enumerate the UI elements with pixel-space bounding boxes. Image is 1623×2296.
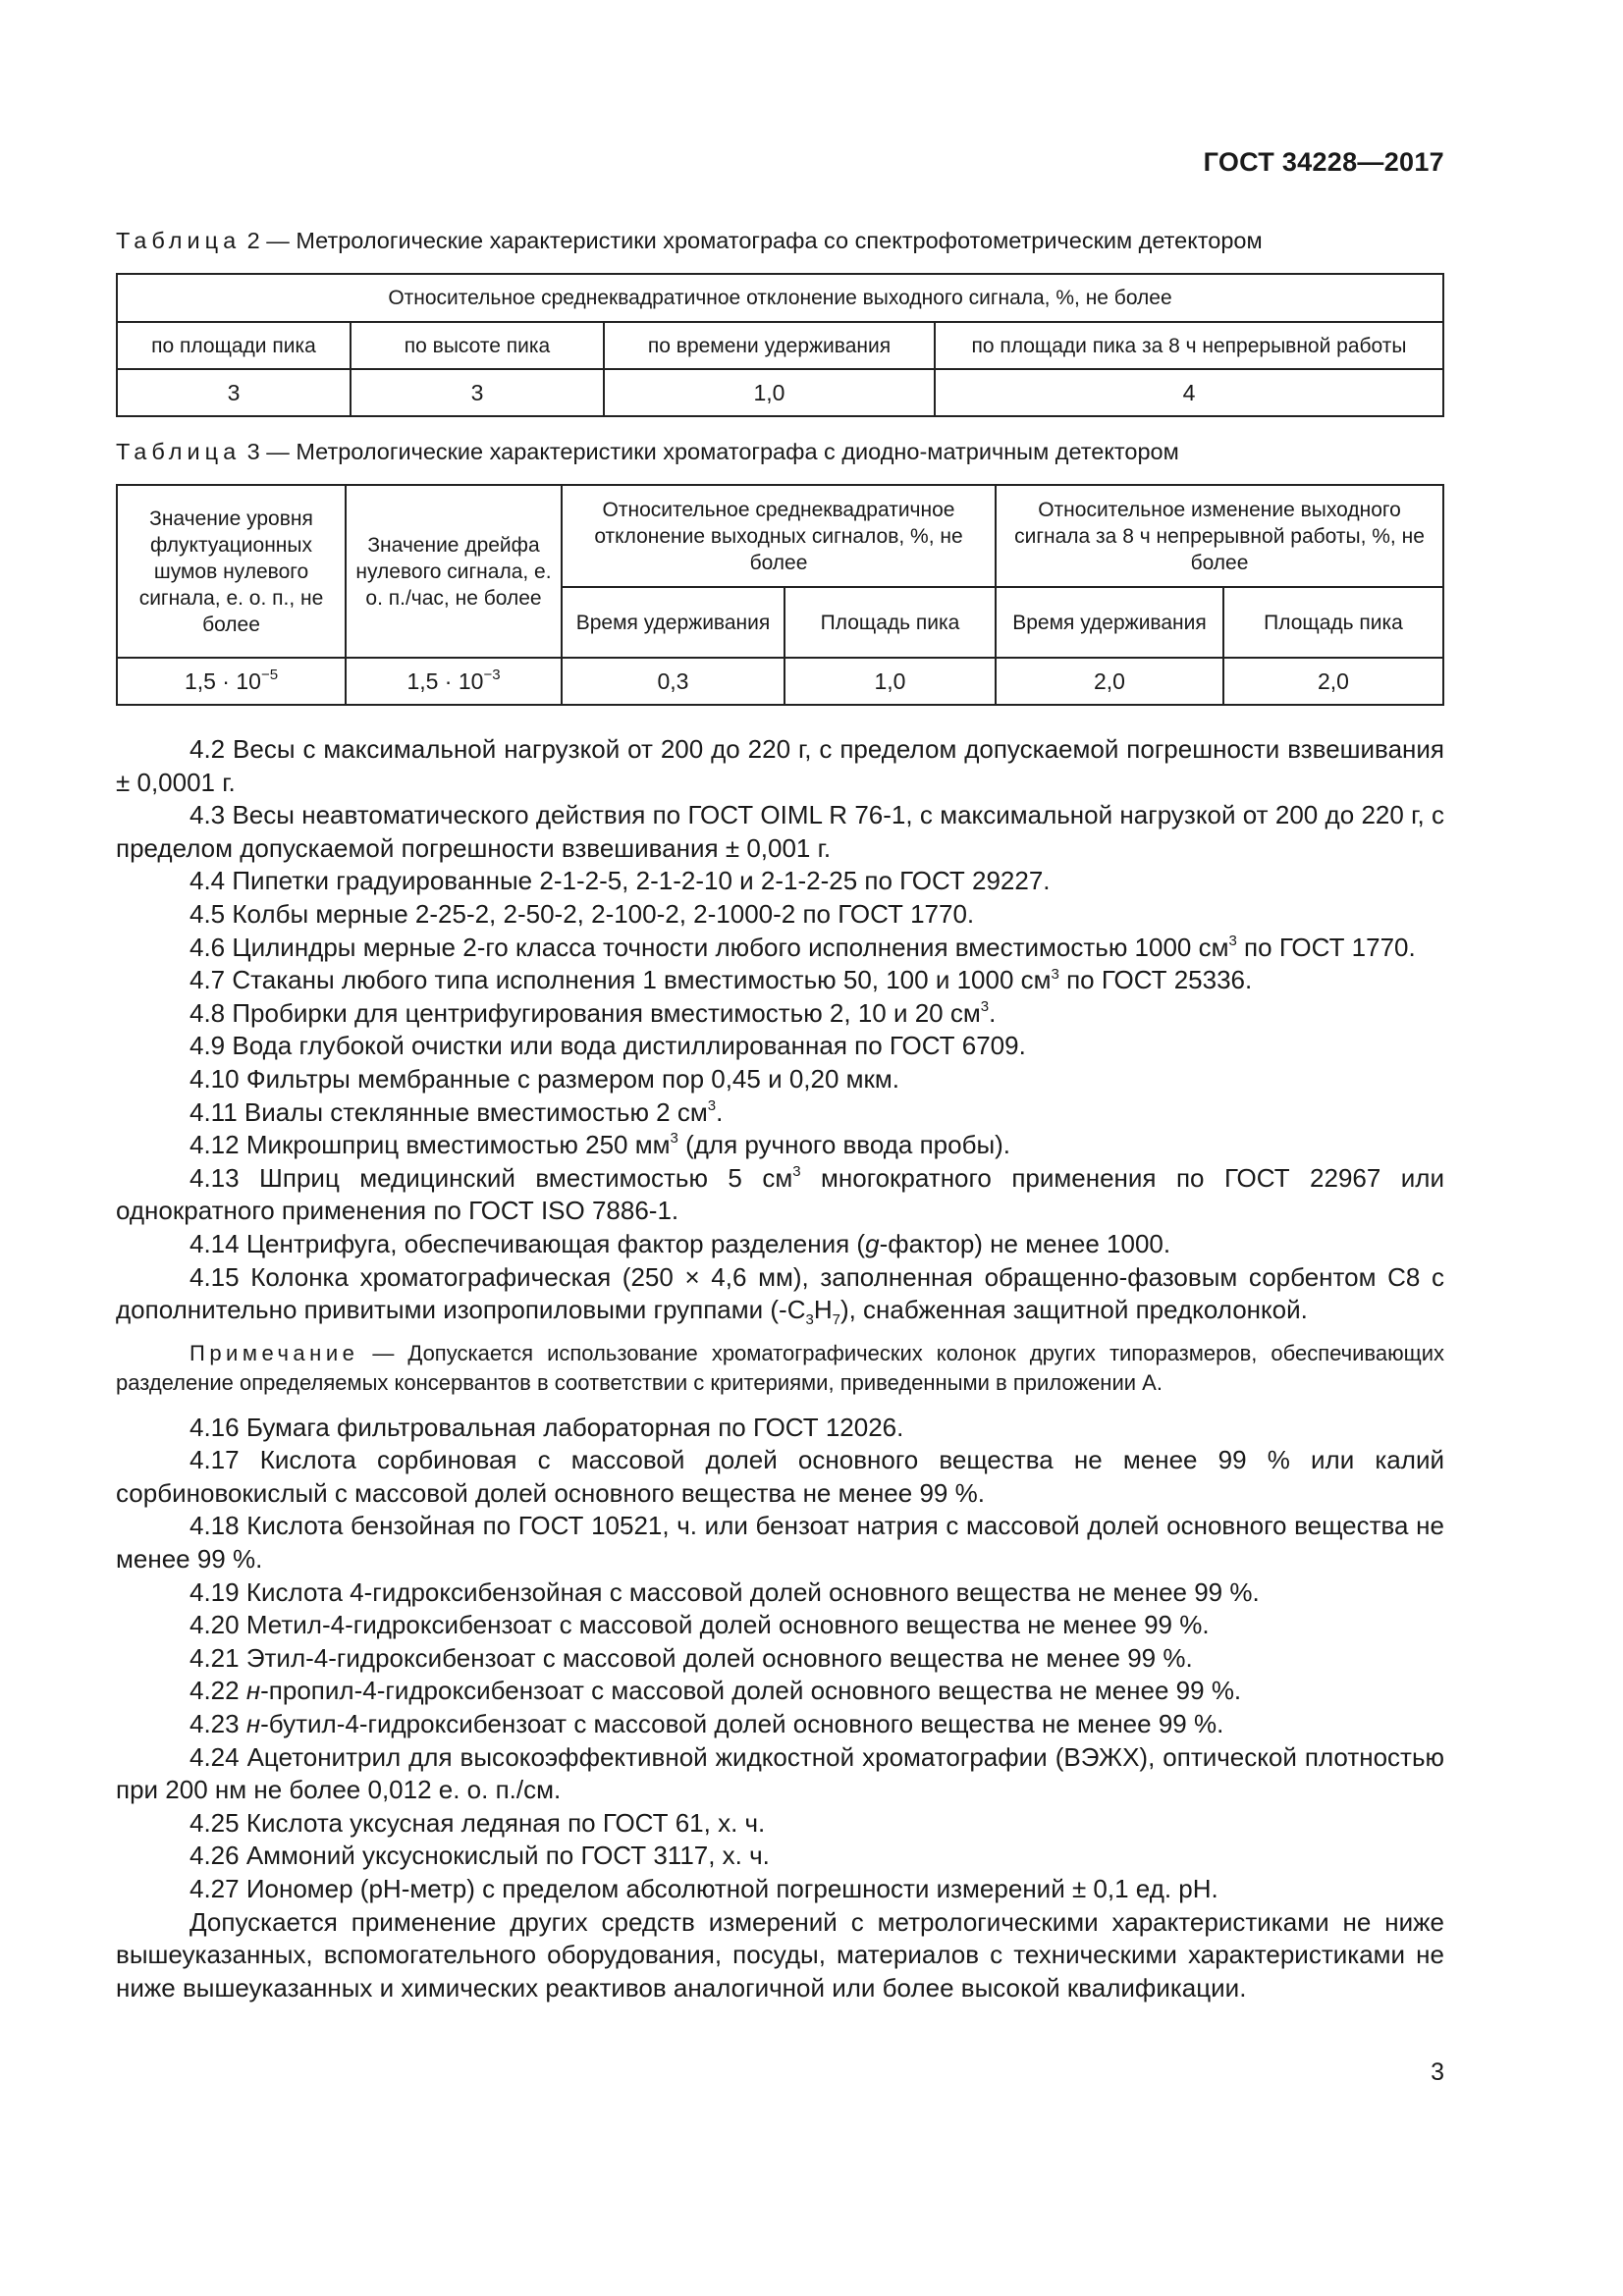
drift-exponent: −3	[483, 666, 501, 683]
table2-cell: 4	[935, 369, 1443, 416]
superscript: 3	[980, 998, 990, 1016]
para-4-23-num: 4.23	[189, 1709, 246, 1739]
para-4-5: 4.5 Колбы мерные 2-25-2, 2-50-2, 2-100-2, 2-1000-2 по ГОСТ 1770.	[189, 898, 975, 929]
para-4-6-tail: по ГОСТ 1770.	[1236, 932, 1416, 962]
para-4-14	[116, 1228, 1444, 1261]
para-4-24: 4.24 Ацетонитрил для высокоэффективной жидкостной хроматографии (ВЭЖХ), оптической плотностью при 200 нм не более 0,012 е. о. п./см.	[116, 1741, 1444, 1805]
table2-col-header: по высоте пика	[351, 322, 604, 369]
table3-cell: 1,0	[784, 658, 996, 705]
para-4-6-text: 4.6 Цилиндры мерные 2-го класса точности любого исполнения вместимостью 1000 см	[189, 932, 1229, 962]
para-4-23-text: -бутил-4-гидроксибензоат с массовой долей основного вещества не менее 99 %.	[260, 1709, 1224, 1739]
para-4-23	[116, 1708, 1444, 1741]
para-4-7-tail: по ГОСТ 25336.	[1058, 965, 1253, 995]
para-4-15	[116, 1261, 1444, 1327]
table3-caption-text: 3 — Метрологические характеристики хроматографа с диодно-матричным детектором	[241, 439, 1179, 464]
superscript: 3	[707, 1096, 717, 1114]
table3-cell-noise	[117, 658, 346, 705]
para-4-17: 4.17 Кислота сорбиновая с массовой долей основного вещества не менее 99 % или калий сорбиновокислый с массовой долей основного вещества не менее 99 %.	[116, 1445, 1444, 1508]
para-4-16: 4.16 Бумага фильтровальная лабораторная по ГОСТ 12026.	[189, 1412, 904, 1442]
table2-caption	[116, 228, 1263, 254]
para-4-22	[116, 1675, 1444, 1708]
table2-cell: 3	[117, 369, 351, 416]
table3-noise-header: Значение уровня флуктуационных шумов нулевого сигнала, е. о. п., не более	[117, 485, 346, 658]
table3-cell: 0,3	[562, 658, 784, 705]
para-4-8	[116, 997, 1444, 1031]
para-4-11-text: 4.11 Виалы стеклянные вместимостью 2 см	[189, 1096, 708, 1127]
superscript: 3	[792, 1163, 801, 1181]
superscript: 3	[1228, 932, 1237, 949]
para-4-9: 4.9 Вода глубокой очистки или вода дистиллированная по ГОСТ 6709.	[189, 1031, 1026, 1061]
table3	[116, 484, 1444, 706]
table3-sub-header: Время удерживания	[562, 587, 784, 658]
table3-cell: 2,0	[996, 658, 1223, 705]
subscript: 7	[832, 1311, 840, 1329]
para-4-13-text: 4.13 Шприц медицинский вместимостью 5 см	[189, 1162, 793, 1193]
note-label: Примечание	[189, 1340, 359, 1365]
para-4-11-tail: .	[716, 1096, 724, 1127]
table2-col-header: по времени удерживания	[604, 322, 935, 369]
para-4-22-num: 4.22	[189, 1676, 246, 1706]
superscript: 3	[670, 1130, 678, 1148]
para-4-6	[116, 932, 1444, 965]
table3-drift-header: Значение дрейфа нулевого сигнала, е. о. п./час, не более	[346, 485, 562, 658]
para-4-21: 4.21 Этил-4-гидроксибензоат с массовой долей основного вещества не менее 99 %.	[189, 1642, 1193, 1673]
para-4-7-text: 4.7 Стаканы любого типа исполнения 1 вместимостью 50, 100 и 1000 см	[189, 965, 1052, 995]
para-4-13-tail: многократного применения по ГОСТ 22967 или однократного применения по ГОСТ ISO 7886-1.	[116, 1162, 1444, 1226]
para-4-12-tail: (для ручного ввода пробы).	[677, 1130, 1011, 1160]
g-factor-symbol: g	[865, 1228, 880, 1258]
table2-cell: 1,0	[604, 369, 935, 416]
page-number: 3	[1431, 2058, 1444, 2086]
table3-group1-header: Относительное среднеквадратичное отклонение выходных сигналов, %, не более	[562, 485, 996, 587]
table2	[116, 273, 1444, 417]
para-4-14-tail: -фактор) не менее 1000.	[879, 1228, 1171, 1258]
table2-caption-prefix: Таблица	[116, 228, 242, 253]
n-prefix: н	[245, 1676, 261, 1706]
para-4-18: 4.18 Кислота бензойная по ГОСТ 10521, ч. или бензоат натрия с массовой долей основного вещества не менее 99 %.	[116, 1511, 1444, 1575]
noise-base: 1,5 · 10	[184, 667, 261, 694]
table3-caption-prefix: Таблица	[116, 439, 242, 464]
para-4-10: 4.10 Фильтры мембранные с размером пор 0,45 и 0,20 мкм.	[189, 1063, 899, 1094]
document-code: ГОСТ 34228—2017	[1203, 147, 1444, 177]
table3-cell-drift	[346, 658, 562, 705]
note-text: — Допускается использование хроматографических колонок других типоразмеров, обеспечивающих разделение определяемых консервантов в соответствии с критериями, приведенными в приложении А.	[116, 1340, 1444, 1395]
formula-h: Н	[813, 1295, 833, 1325]
note	[116, 1339, 1444, 1398]
table3-sub-header: Время удерживания	[996, 587, 1223, 658]
para-4-3: 4.3 Весы неавтоматического действия по ГОСТ OIML R 76-1, с максимальной нагрузкой от 200 до 220 г, с пределом допускаемой погрешности взвешивания ± 0,001 г.	[116, 800, 1444, 863]
para-4-8-tail: .	[989, 997, 997, 1028]
table2-group-header: Относительное среднеквадратичное отклонение выходного сигнала, %, не более	[117, 274, 1443, 322]
para-4-12-text: 4.12 Микрошприц вместимостью 250 мм	[189, 1130, 671, 1160]
table3-sub-header: Площадь пика	[1223, 587, 1443, 658]
superscript: 3	[1051, 965, 1059, 983]
table2-col-header: по площади пика	[117, 322, 351, 369]
para-final: Допускается применение других средств измерений с метрологическими характеристиками не ниже вышеуказанных, вспомогательного оборудования, посуды, материалов с техническими характеристиками не ниже вышеуказанных и химических реактивов аналогичной или более высокой квалификации.	[116, 1906, 1444, 2002]
para-4-19: 4.19 Кислота 4-гидроксибензойная с массовой долей основного вещества не менее 99 %.	[189, 1576, 1260, 1607]
para-4-15-text: 4.15 Колонка хроматографическая (250 × 4,6 мм), заполненная обращенно-фазовым сорбентом С8 с дополнительно привитыми изопропиловыми группами (-С	[116, 1261, 1444, 1325]
para-4-14-text: 4.14 Центрифуга, обеспечивающая фактор разделения (	[189, 1228, 866, 1258]
para-4-13	[116, 1162, 1444, 1228]
para-4-11	[116, 1096, 1444, 1130]
table3-cell: 2,0	[1223, 658, 1443, 705]
subscript: 3	[805, 1311, 814, 1329]
para-4-25: 4.25 Кислота уксусная ледяная по ГОСТ 61, х. ч.	[189, 1807, 766, 1838]
para-4-15-tail: ), снабженная защитной предколонкой.	[839, 1295, 1308, 1325]
table2-col-header: по площади пика за 8 ч непрерывной работы	[935, 322, 1443, 369]
table2-caption-text: 2 — Метрологические характеристики хроматографа со спектрофотометрическим детектором	[241, 228, 1263, 253]
para-4-26: 4.26 Аммоний уксуснокислый по ГОСТ 3117, х. ч.	[189, 1841, 770, 1871]
body-text	[116, 733, 1444, 2004]
para-4-27: 4.27 Иономер (рН-метр) с пределом абсолютной погрешности измерений ± 0,1 ед. рН.	[189, 1874, 1218, 1903]
para-4-4: 4.4 Пипетки градуированные 2-1-2-5, 2-1-2-10 и 2-1-2-25 по ГОСТ 29227.	[189, 866, 1051, 896]
para-4-22-text: -пропил-4-гидроксибензоат с массовой долей основного вещества не менее 99 %.	[260, 1676, 1242, 1706]
drift-base: 1,5 · 10	[406, 667, 484, 694]
para-4-7	[116, 964, 1444, 997]
para-4-2: 4.2 Весы с максимальной нагрузкой от 200 до 220 г, с пределом допускаемой погрешности взвешивания ± 0,0001 г.	[116, 734, 1444, 797]
n-prefix: н	[245, 1709, 261, 1739]
table3-sub-header: Площадь пика	[784, 587, 996, 658]
table2-cell: 3	[351, 369, 604, 416]
para-4-20: 4.20 Метил-4-гидроксибензоат с массовой долей основного вещества не менее 99 %.	[189, 1610, 1210, 1640]
noise-exponent: −5	[260, 666, 279, 683]
para-4-12	[116, 1129, 1444, 1162]
table3-caption	[116, 439, 1179, 465]
para-4-8-text: 4.8 Пробирки для центрифугирования вместимостью 2, 10 и 20 см	[189, 997, 981, 1028]
table3-group2-header: Относительное изменение выходного сигнала за 8 ч непрерывной работы, %, не более	[996, 485, 1443, 587]
